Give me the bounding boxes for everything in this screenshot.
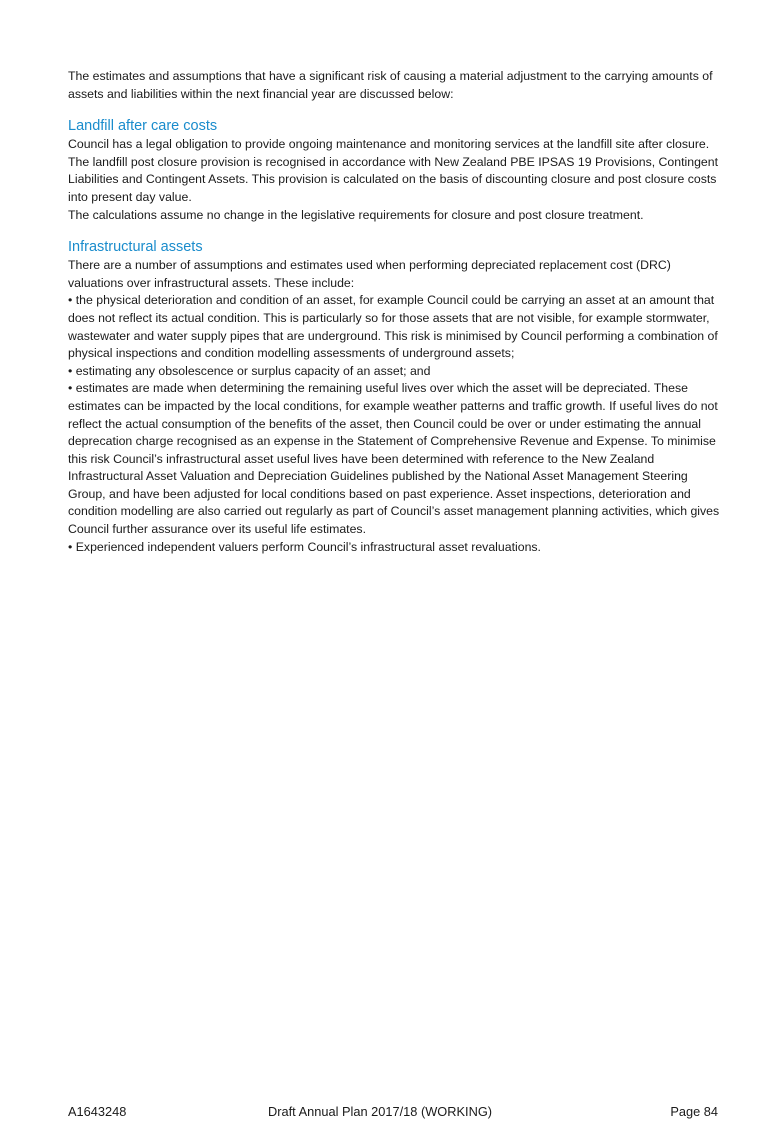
footer-doc-id: A1643248 xyxy=(68,1104,127,1119)
footer-doc-title: Draft Annual Plan 2017/18 (WORKING) xyxy=(268,1104,493,1119)
landfill-paragraph: The landfill post closure provision is recognised in accordance with New Zealand PBE IPSAS 19 Provisions, Contingent Liabilities and Contingent Assets. This provision is calculated on the basis of discounting closure and post closure costs into present day value. xyxy=(68,154,719,204)
landfill-paragraph: Council has a legal obligation to provide ongoing maintenance and monitoring services at the landfill site after closure. xyxy=(68,137,710,152)
infrastructure-section xyxy=(68,238,720,556)
infrastructure-paragraph: There are a number of assumptions and estimates used when performing depreciated replacement cost (DRC) valuations over infrastructural assets. These include: xyxy=(68,258,671,290)
footer-page-number: Page 84 xyxy=(670,1104,718,1119)
infrastructure-bullet: • Experienced independent valuers perform Council’s infrastructural asset revaluations. xyxy=(68,539,541,554)
landfill-paragraph: The calculations assume no change in the legislative requirements for closure and post closure treatment. xyxy=(68,207,644,222)
infrastructure-bullet: • the physical deterioration and condition of an asset, for example Council could be carrying an asset at an amount that does not reflect its actual condition. This is particularly so for those assets that are not visible, for example stormwater, wastewater and water supply pipes that are underground. This risk is minimised by Council performing a combination of physical inspections and condition modelling assessments of underground assets; xyxy=(68,293,718,361)
page-footer xyxy=(68,1103,718,1121)
document-page xyxy=(68,68,720,570)
infrastructure-heading: Infrastructural assets xyxy=(68,239,203,256)
intro-paragraph: The estimates and assumptions that have a significant risk of causing a material adjustment to the carrying amounts of assets and liabilities within the next financial year are discussed below: xyxy=(68,69,713,101)
infrastructure-bullet: • estimating any obsolescence or surplus capacity of an asset; and xyxy=(68,363,431,378)
landfill-section xyxy=(68,117,720,224)
landfill-heading: Landfill after care costs xyxy=(68,118,218,135)
infrastructure-bullet: • estimates are made when determining the remaining useful lives over which the asset will be depreciated. These estimates can be impacted by the local conditions, for example weather patterns and traffic growth. If useful lives do not reflect the actual consumption of the benefits of the asset, then Council could be over or under estimating the annual deprecation charge recognised as an expense in the Statement of Comprehensive Revenue and Expense. To minimise this risk Council’s infrastructural asset useful lives have been determined with reference to the New Zealand Infrastructural Asset Valuation and Depreciation Guidelines published by the National Asset Management Steering Group, and have been adjusted for local conditions based on past experience. Asset inspections, deterioration and condition modelling are also carried out regularly as part of Council’s asset management planning activities, which gives Council further assurance over its useful life estimates. xyxy=(68,381,720,537)
